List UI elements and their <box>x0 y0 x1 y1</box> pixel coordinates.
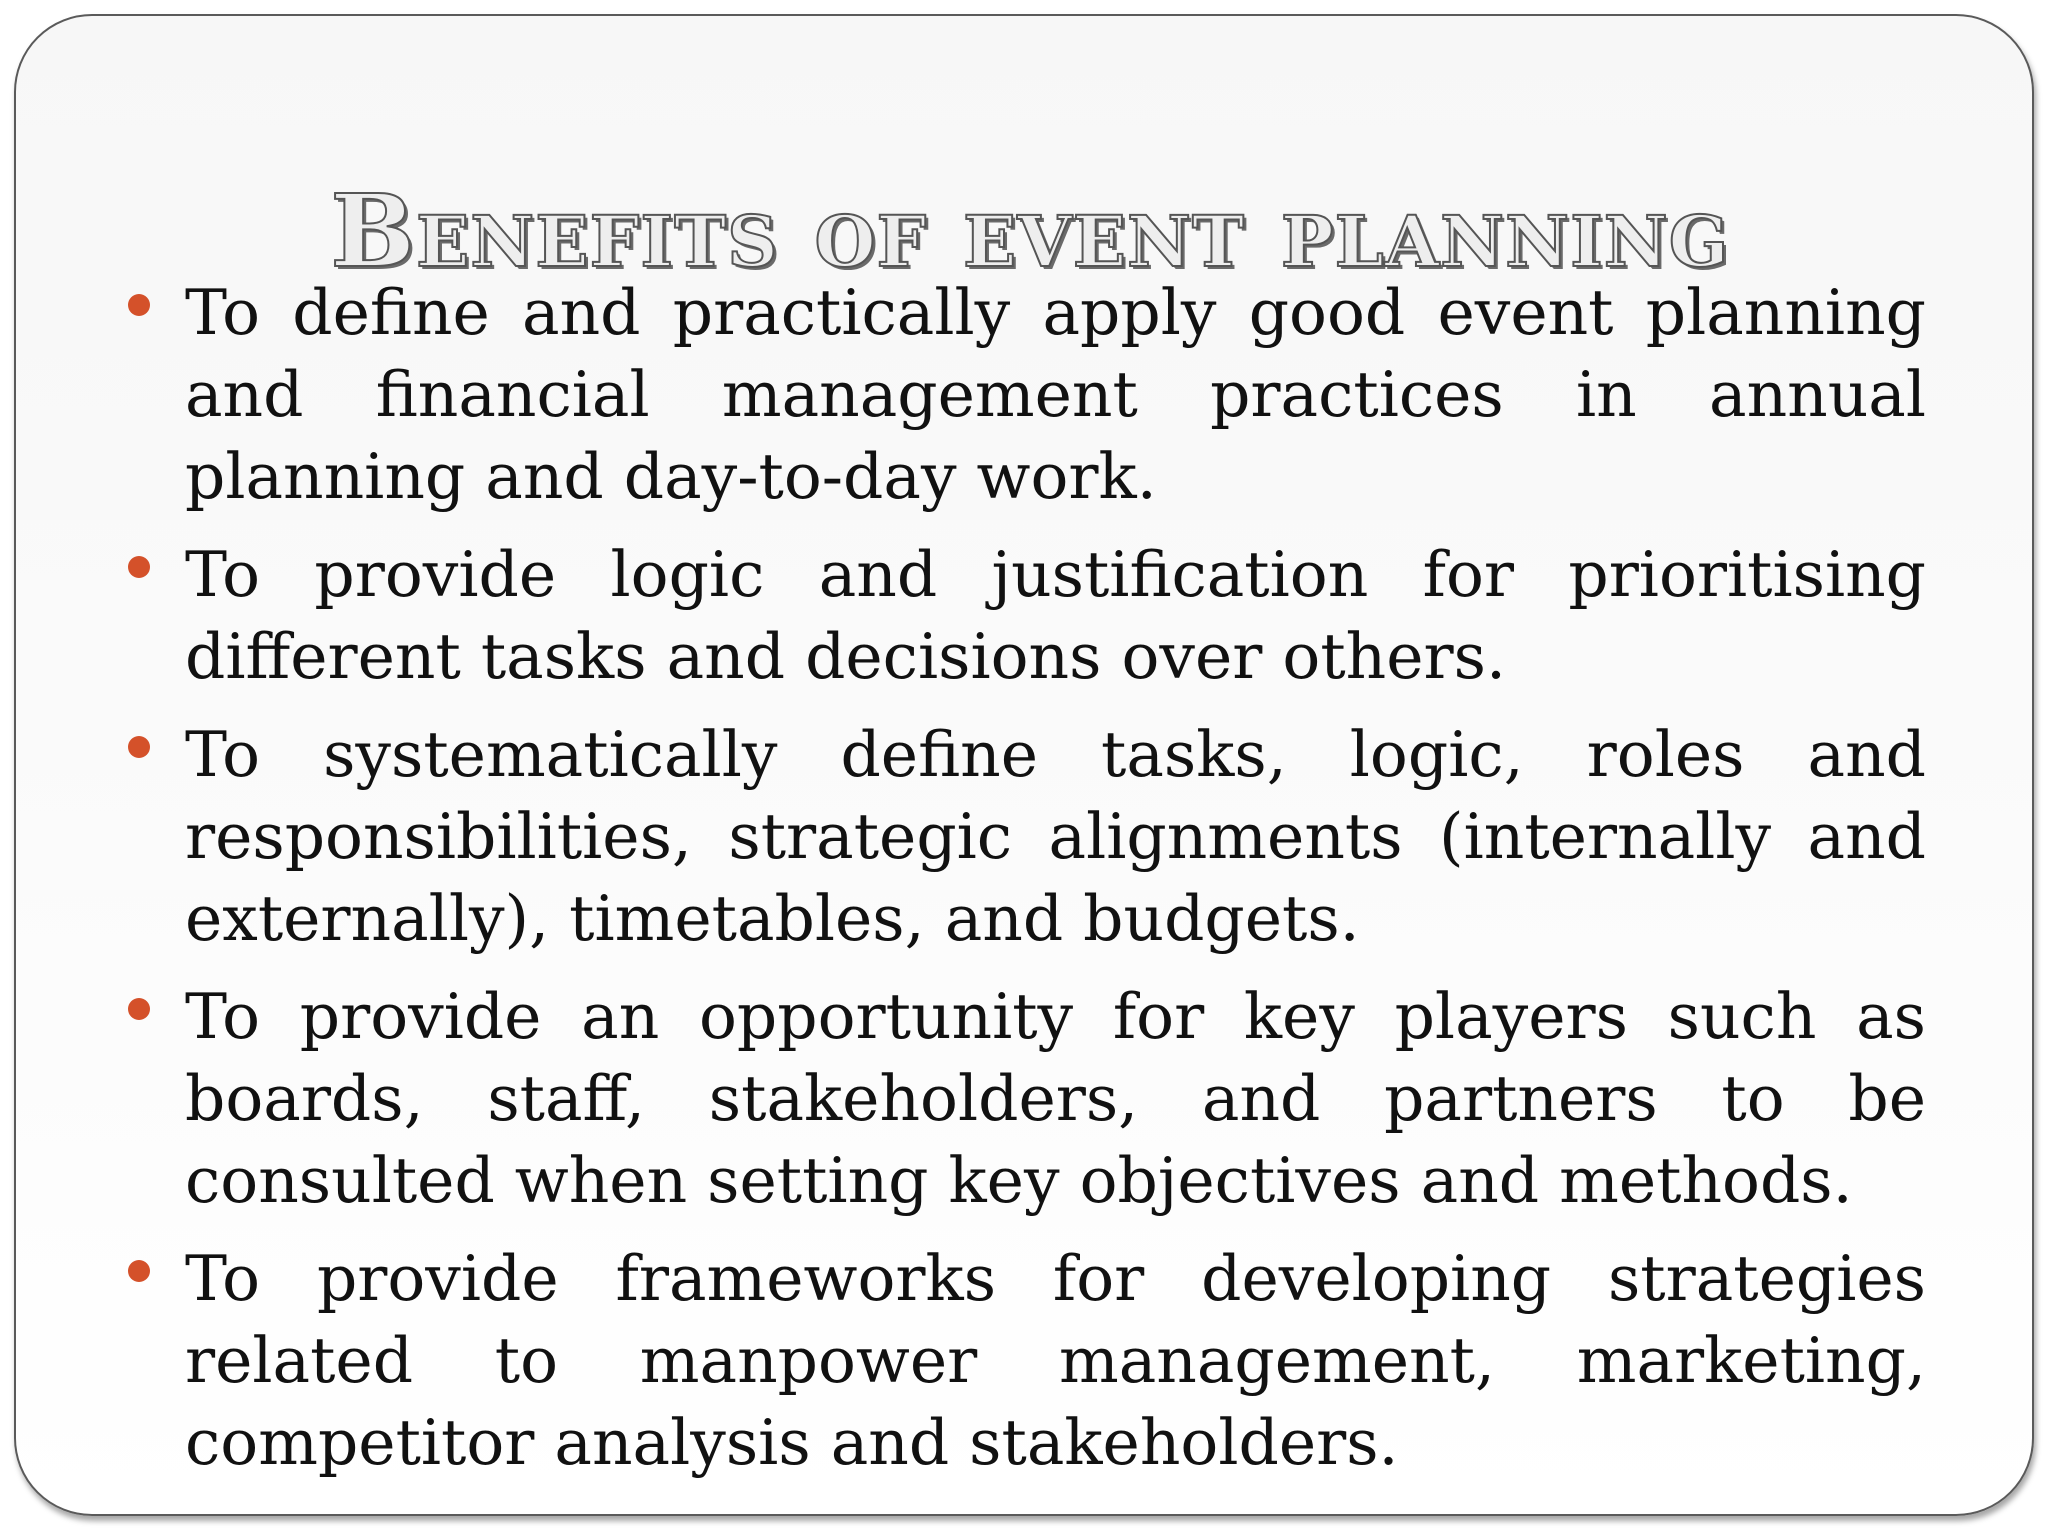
bullet-text: To provide logic and justification for prioritising different tasks and decisions over others. <box>185 538 1926 693</box>
bullet-text: To provide frameworks for developing strategies related to manpower management, marketing, competitor analysis and stakeholders. <box>185 1242 1926 1479</box>
list-item <box>120 534 1926 698</box>
list-item <box>120 1238 1926 1484</box>
bullet-dot-icon <box>128 556 150 578</box>
bullet-dot-icon <box>128 1260 150 1282</box>
list-item <box>120 714 1926 960</box>
bullet-text: To provide an opportunity for key players such as boards, staff, stakeholders, and partners to be consulted when setting key objectives and methods. <box>185 980 1926 1217</box>
bullet-list <box>120 272 1926 1500</box>
slide-title: Benefits of event planning <box>330 172 1730 290</box>
bullet-dot-icon <box>128 998 150 1020</box>
bullet-dot-icon <box>128 736 150 758</box>
bullet-dot-icon <box>128 294 150 316</box>
bullet-text: To define and practically apply good event planning and financial management practices in annual planning and day-to-day work. <box>185 276 1926 513</box>
bullet-text: To systematically define tasks, logic, roles and responsibilities, strategic alignments (internally and externally), timetables, and budgets. <box>185 718 1926 955</box>
list-item <box>120 272 1926 518</box>
list-item <box>120 976 1926 1222</box>
